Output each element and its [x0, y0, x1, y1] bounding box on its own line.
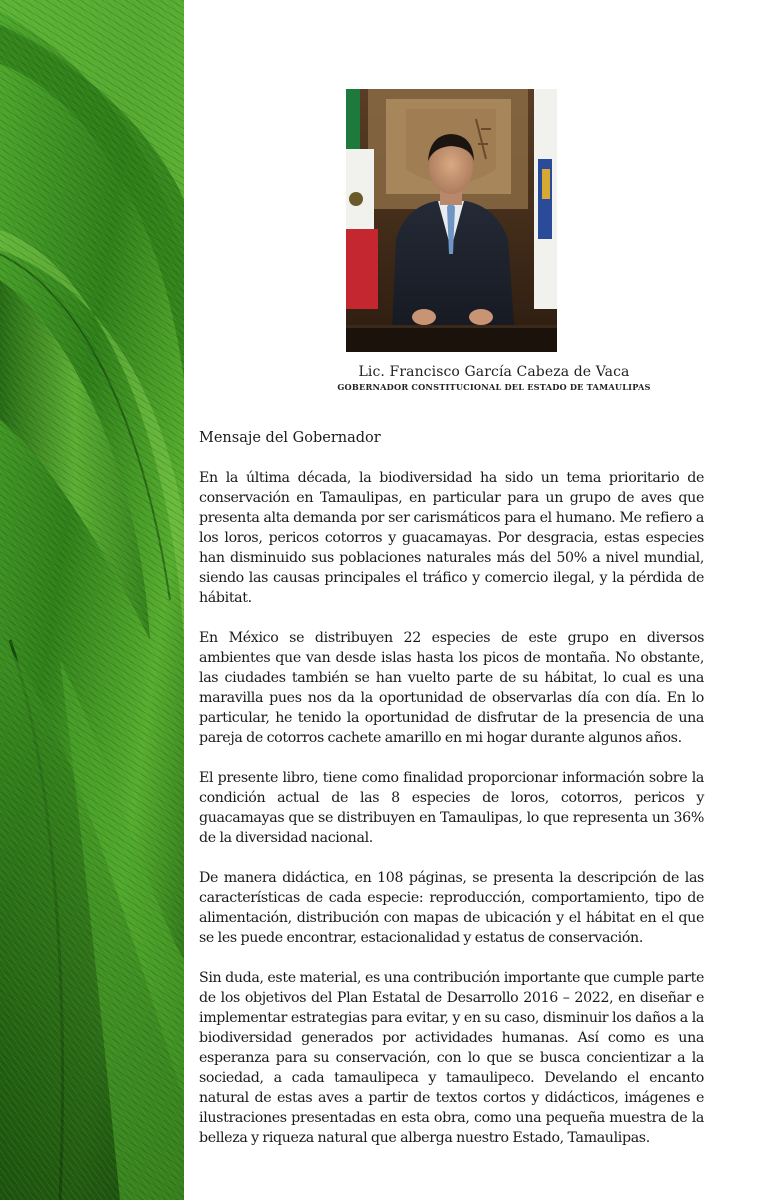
green-feather-image: [0, 0, 184, 1200]
feather-decoration: [0, 0, 184, 1200]
message-heading: Mensaje del Gobernador: [199, 430, 381, 446]
document-page: [184, 0, 782, 1200]
message-paragraph: Sin duda, este material, es una contribución importante que cumple parte de los objetivos del Plan Estatal de Desarrollo 2016 – 2022, en diseñar e implementar estrategias para evitar, y en su caso, disminuir los daños a la biodiversidad generados por actividades humanas. Así como es una esperanza para su conservación, con lo que se busca concientizar a la sociedad, a cada tamaulipeca y tamaulipeco. Develando el encanto natural de estas aves a partir de textos cortos y didácticos, imágenes e ilustraciones presentadas en esta obra, como una pequeña muestra de la belleza y riqueza natural que alberga nuestro Estado, Tamaulipas.: [199, 970, 704, 1146]
message-paragraph: En México se distribuyen 22 especies de este grupo en diversos ambientes que van desde islas hasta los picos de montaña. No obstante, las ciudades también se han vuelto parte de su hábitat, lo cual es una maravilla pues nos da la oportunidad de observarlas día con día. En lo particular, he tenido la oportunidad de disfrutar de la presencia de una pareja de cotorros cachete amarillo en mi hogar durante algunos años.: [199, 630, 704, 746]
message-paragraph: De manera didáctica, en 108 páginas, se presenta la descripción de las características de cada especie: reproducción, comportamiento, tipo de alimentación, distribución con mapas de ubicación y el hábitat en el que se les puede encontrar, estacionalidad y estatus de conservación.: [199, 870, 704, 946]
portrait-caption-name: Lic. Francisco García Cabeza de Vaca: [358, 364, 630, 380]
portrait-caption-title: GOBERNADOR CONSTITUCIONAL DEL ESTADO DE TAMAULIPAS: [337, 382, 651, 392]
governor-portrait-photo: [346, 89, 557, 352]
message-paragraph: El presente libro, tiene como finalidad proporcionar información sobre la condición actual de las 8 especies de loros, cotorros, pericos y guacamayas que se distribuyen en Tamaulipas, lo que representa un 36% de la diversidad nacional.: [199, 770, 704, 846]
message-body: [199, 468, 704, 1168]
message-paragraph: En la última década, la biodiversidad ha sido un tema prioritario de conservación en Tamaulipas, en particular para un grupo de aves que presenta alta demanda por ser carismáticos para el humano. Me refiero a los loros, pericos cotorros y guacamayas. Por desgracia, estas especies han disminuido sus poblaciones naturales más del 50% a nivel mundial, siendo las causas principales el tráfico y comercio ilegal, y la pérdida de hábitat.: [199, 470, 704, 606]
